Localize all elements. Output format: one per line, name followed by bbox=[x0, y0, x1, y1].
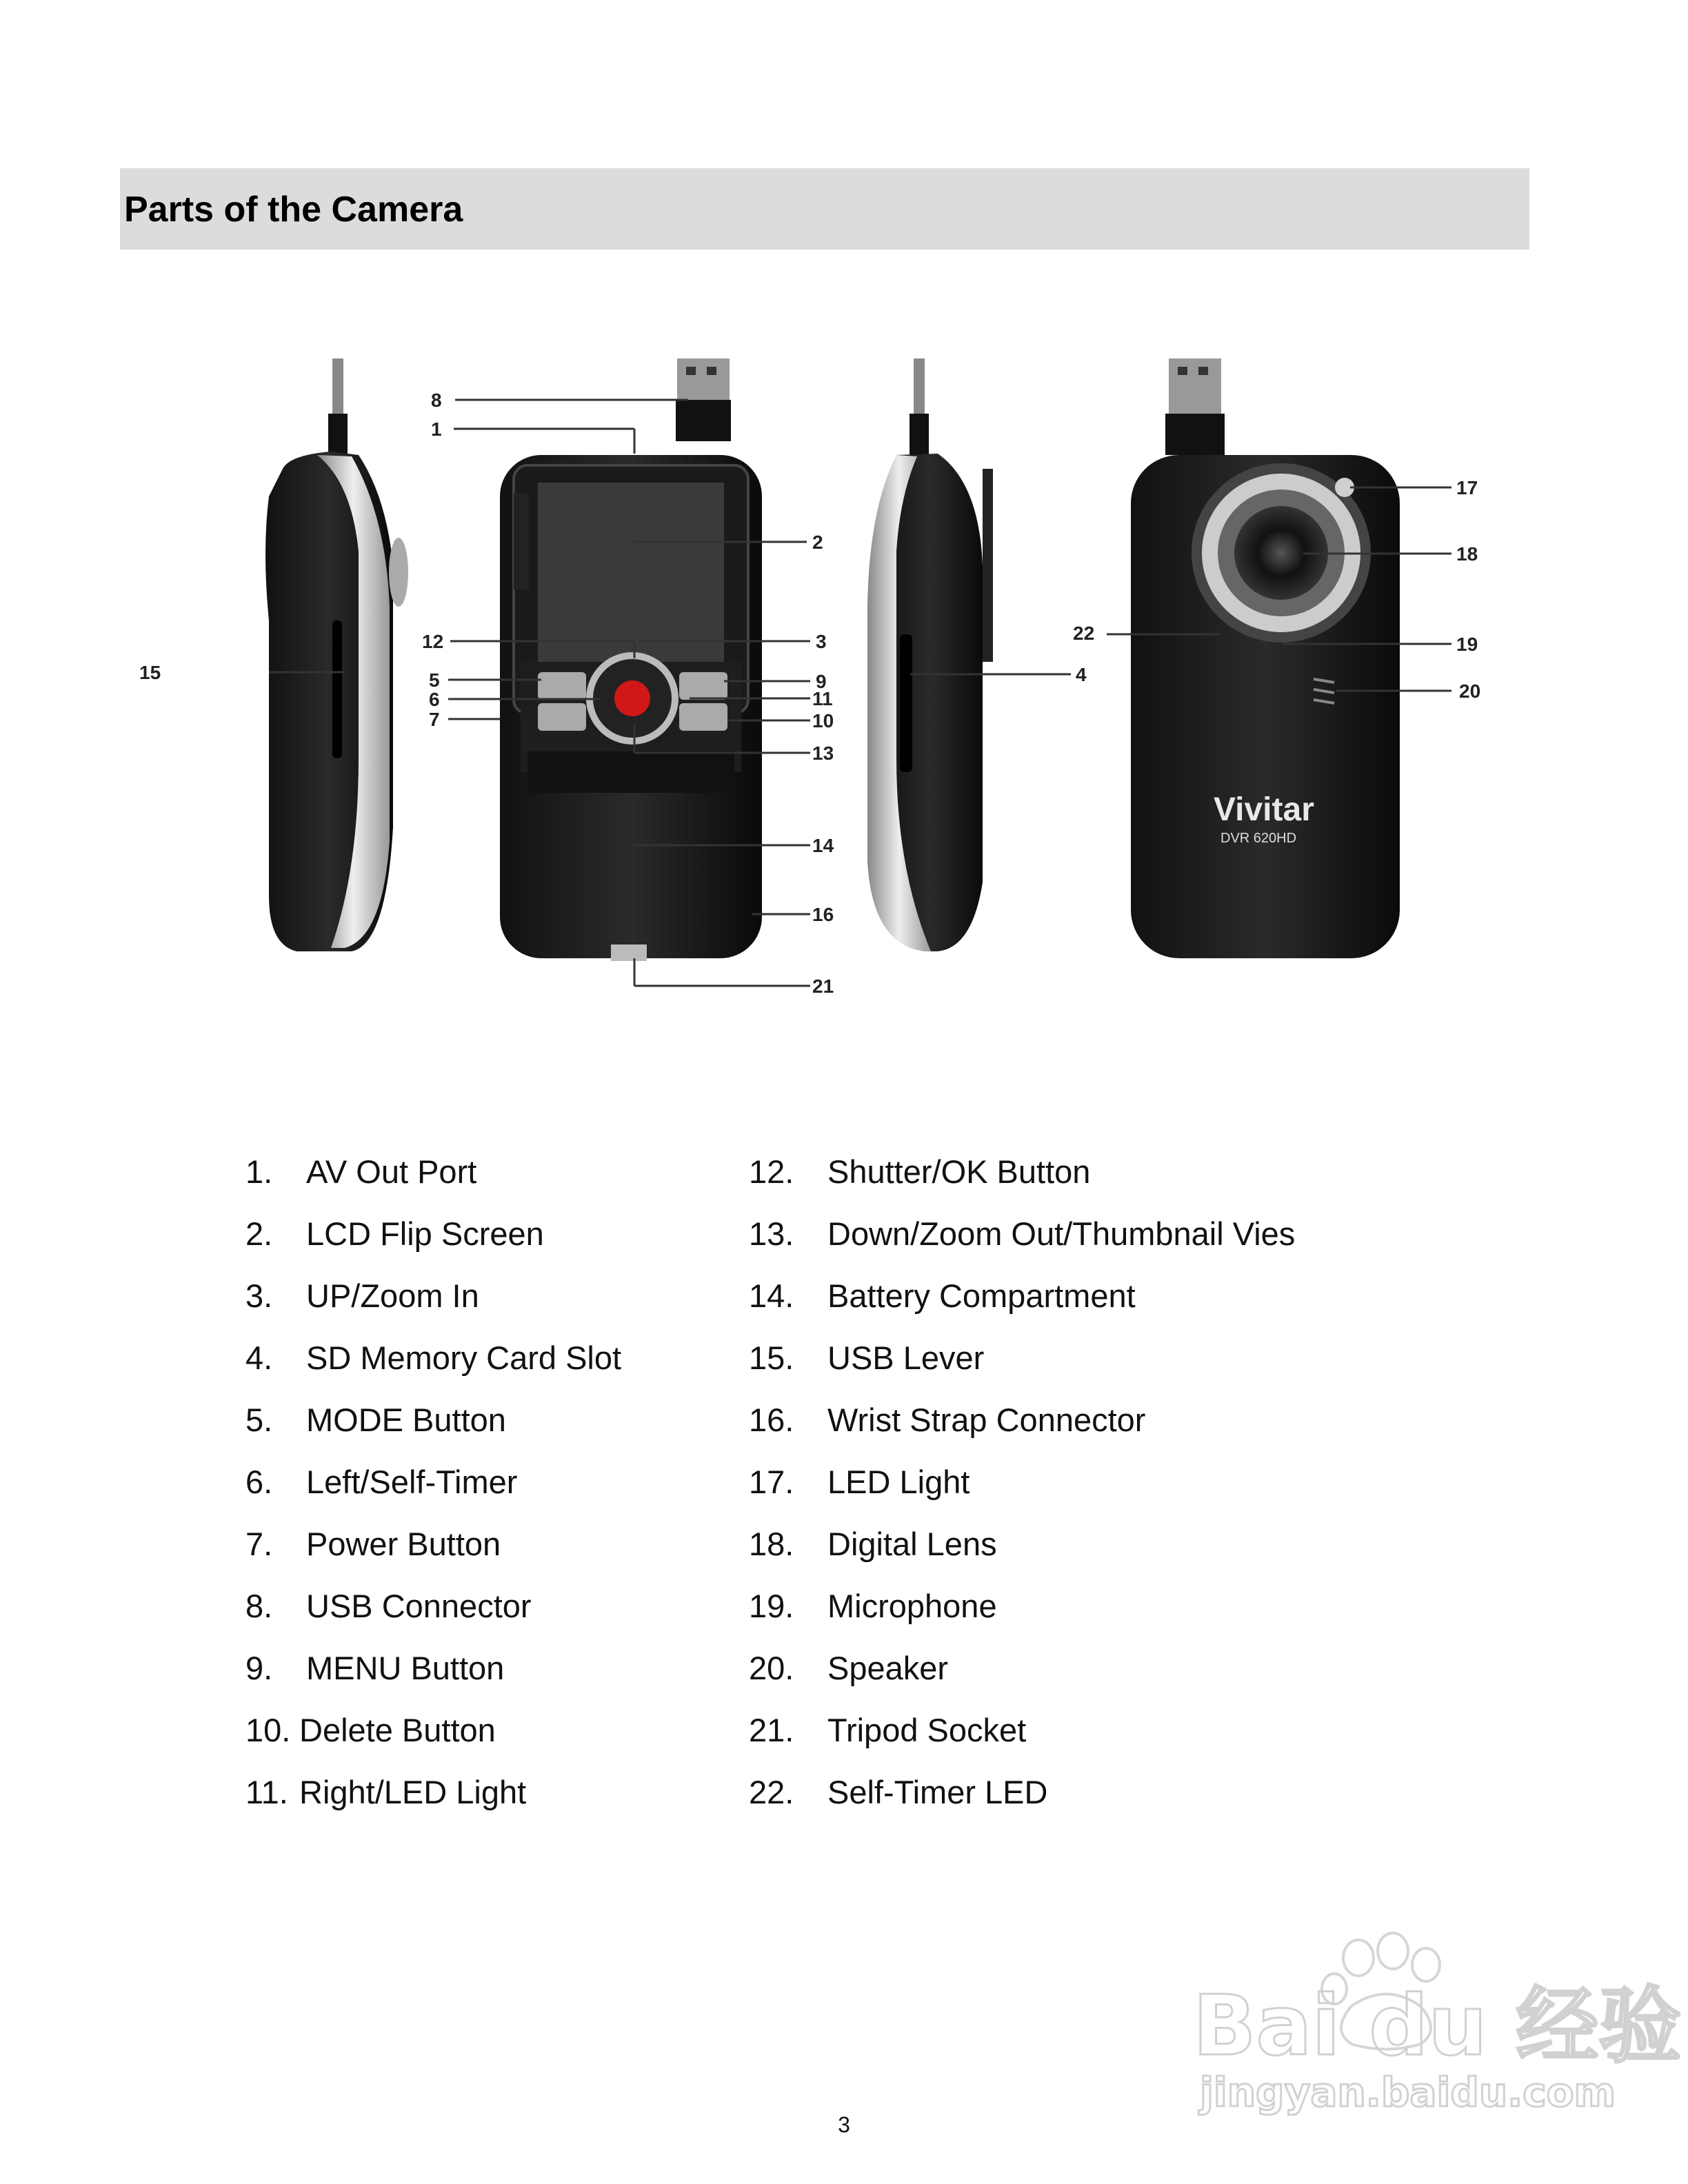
part-label: LED Light bbox=[827, 1464, 970, 1500]
callout-22: 22 bbox=[1073, 623, 1095, 644]
callout-7: 7 bbox=[429, 709, 440, 730]
part-label: LCD Flip Screen bbox=[306, 1215, 544, 1252]
part-label: Battery Compartment bbox=[827, 1277, 1136, 1314]
part-number: 10. bbox=[245, 1712, 291, 1748]
callout-4: 4 bbox=[1076, 664, 1087, 685]
part-number: 13. bbox=[749, 1215, 794, 1252]
part-number: 4. bbox=[245, 1339, 273, 1376]
part-label: Power Button bbox=[306, 1526, 501, 1562]
part-number: 16. bbox=[749, 1402, 794, 1438]
part-number: 7. bbox=[245, 1526, 273, 1562]
part-number: 5. bbox=[245, 1402, 273, 1438]
camera-back-view bbox=[1131, 358, 1400, 958]
part-number: 20. bbox=[749, 1650, 794, 1686]
part-label: USB Connector bbox=[306, 1588, 532, 1624]
part-label: MENU Button bbox=[306, 1650, 505, 1686]
part-number: 8. bbox=[245, 1588, 273, 1624]
callout-15: 15 bbox=[139, 662, 161, 683]
part-label: UP/Zoom In bbox=[306, 1277, 479, 1314]
callout-8: 8 bbox=[431, 390, 442, 411]
part-number: 11. bbox=[245, 1774, 288, 1810]
part-number: 21. bbox=[749, 1712, 794, 1748]
part-label: USB Lever bbox=[827, 1339, 985, 1376]
brand-logo: Vivitar bbox=[1214, 791, 1314, 828]
model-label: DVR 620HD bbox=[1220, 831, 1297, 846]
part-label: Wrist Strap Connector bbox=[827, 1402, 1146, 1438]
part-label: MODE Button bbox=[306, 1402, 506, 1438]
section-header bbox=[120, 168, 1529, 250]
callout-18: 18 bbox=[1456, 543, 1478, 565]
part-label: Right/LED Light bbox=[299, 1774, 527, 1810]
baidu-watermark bbox=[1186, 1917, 1682, 2123]
callout-5: 5 bbox=[429, 669, 440, 691]
part-number: 17. bbox=[749, 1464, 794, 1500]
page-number: 3 bbox=[838, 2112, 850, 2137]
callout-21: 21 bbox=[812, 975, 834, 997]
part-label: Microphone bbox=[827, 1588, 997, 1624]
callout-9: 9 bbox=[816, 671, 827, 692]
part-label: SD Memory Card Slot bbox=[306, 1339, 622, 1376]
callout-11: 11 bbox=[812, 688, 833, 709]
part-number: 15. bbox=[749, 1339, 794, 1376]
part-label: Tripod Socket bbox=[827, 1712, 1027, 1748]
part-number: 1. bbox=[245, 1153, 273, 1190]
callout-6: 6 bbox=[429, 689, 440, 710]
part-number: 12. bbox=[749, 1153, 794, 1190]
page-title: Parts of the Camera bbox=[124, 190, 463, 230]
watermark-url: jingyan.baidu.com bbox=[1200, 2069, 1616, 2116]
callout-10: 10 bbox=[812, 710, 834, 731]
part-number: 14. bbox=[749, 1277, 794, 1314]
part-label: Digital Lens bbox=[827, 1526, 997, 1562]
part-label: Shutter/OK Button bbox=[827, 1153, 1091, 1190]
part-number: 22. bbox=[749, 1774, 794, 1810]
camera-front-view bbox=[500, 358, 762, 961]
callout-16: 16 bbox=[812, 904, 834, 925]
baidu-paw-logo bbox=[1186, 1917, 1682, 2123]
part-number: 2. bbox=[245, 1215, 273, 1252]
callout-13: 13 bbox=[812, 742, 834, 764]
callout-20: 20 bbox=[1459, 680, 1481, 702]
camera-diagram bbox=[124, 345, 1565, 1020]
callout-12: 12 bbox=[422, 631, 444, 652]
part-label: Delete Button bbox=[299, 1712, 496, 1748]
part-number: 9. bbox=[245, 1650, 273, 1686]
camera-parts-figure bbox=[124, 345, 1565, 1020]
watermark-logo-text: Bai du 经验 bbox=[1193, 1979, 1682, 2074]
callout-3: 3 bbox=[816, 631, 827, 652]
part-label: AV Out Port bbox=[306, 1153, 477, 1190]
callout-19: 19 bbox=[1456, 634, 1478, 655]
callout-17: 17 bbox=[1456, 477, 1478, 498]
part-number: 18. bbox=[749, 1526, 794, 1562]
part-label: Speaker bbox=[827, 1650, 949, 1686]
callout-1: 1 bbox=[431, 418, 442, 440]
callout-14: 14 bbox=[812, 835, 834, 856]
part-number: 6. bbox=[245, 1464, 273, 1500]
part-number: 3. bbox=[245, 1277, 273, 1314]
part-label: Self-Timer LED bbox=[827, 1774, 1048, 1810]
part-label: Down/Zoom Out/Thumbnail Vies bbox=[827, 1215, 1296, 1252]
part-number: 19. bbox=[749, 1588, 794, 1624]
part-label: Left/Self-Timer bbox=[306, 1464, 518, 1500]
callout-2: 2 bbox=[812, 532, 823, 553]
camera-side-view-left bbox=[265, 358, 408, 951]
camera-side-view-right bbox=[867, 358, 993, 951]
